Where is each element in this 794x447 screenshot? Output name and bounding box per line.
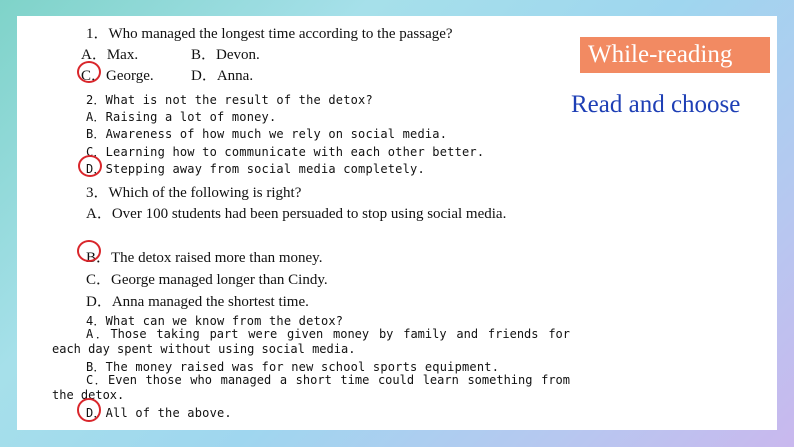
q4-option-d: D．All of the above.	[86, 406, 232, 420]
question-4-stem: 4．What can we know from the detox?	[86, 314, 344, 328]
question-2-stem: 2．What is not the result of the detox?	[86, 93, 373, 107]
q1-option-d: D．Anna.	[191, 68, 254, 84]
q2-option-c: C．Learning how to communicate with each other better.	[86, 145, 485, 159]
q2-option-d: D．Stepping away from social media completely.	[86, 162, 425, 176]
q1-option-a: A．Max.	[81, 47, 139, 63]
q3-option-c: C．George managed longer than Cindy.	[86, 272, 328, 288]
q2-option-b: B．Awareness of how much we rely on social media.	[86, 127, 448, 141]
question-1-stem: 1．Who managed the longest time according to the passage?	[86, 26, 453, 42]
answer-circle-q1	[77, 61, 101, 83]
q4-option-a: A．Those taking part were given money by family and friends for each day spent without using social media.	[52, 327, 570, 356]
q4-option-b: B．The money raised was for new school sports equipment.	[86, 360, 500, 374]
answer-circle-q4	[77, 398, 101, 422]
question-3-stem: 3．Which of the following is right?	[86, 185, 302, 201]
slide-subtitle: Read and choose	[571, 91, 741, 118]
section-tag: While-reading	[580, 37, 770, 73]
q4-option-c: C．Even those who managed a short time could learn something from the detox.	[52, 373, 570, 402]
q3-option-d: D．Anna managed the shortest time.	[86, 294, 309, 310]
q2-option-a: A．Raising a lot of money.	[86, 110, 277, 124]
q1-option-c: C．George.	[81, 68, 154, 84]
answer-circle-q3	[77, 240, 101, 262]
q1-option-b: B．Devon.	[191, 47, 260, 63]
answer-circle-q2	[78, 155, 102, 177]
q3-option-b: B．The detox raised more than money.	[86, 250, 323, 266]
q3-option-a: A．Over 100 students had been persuaded to stop using social media.	[86, 206, 507, 222]
